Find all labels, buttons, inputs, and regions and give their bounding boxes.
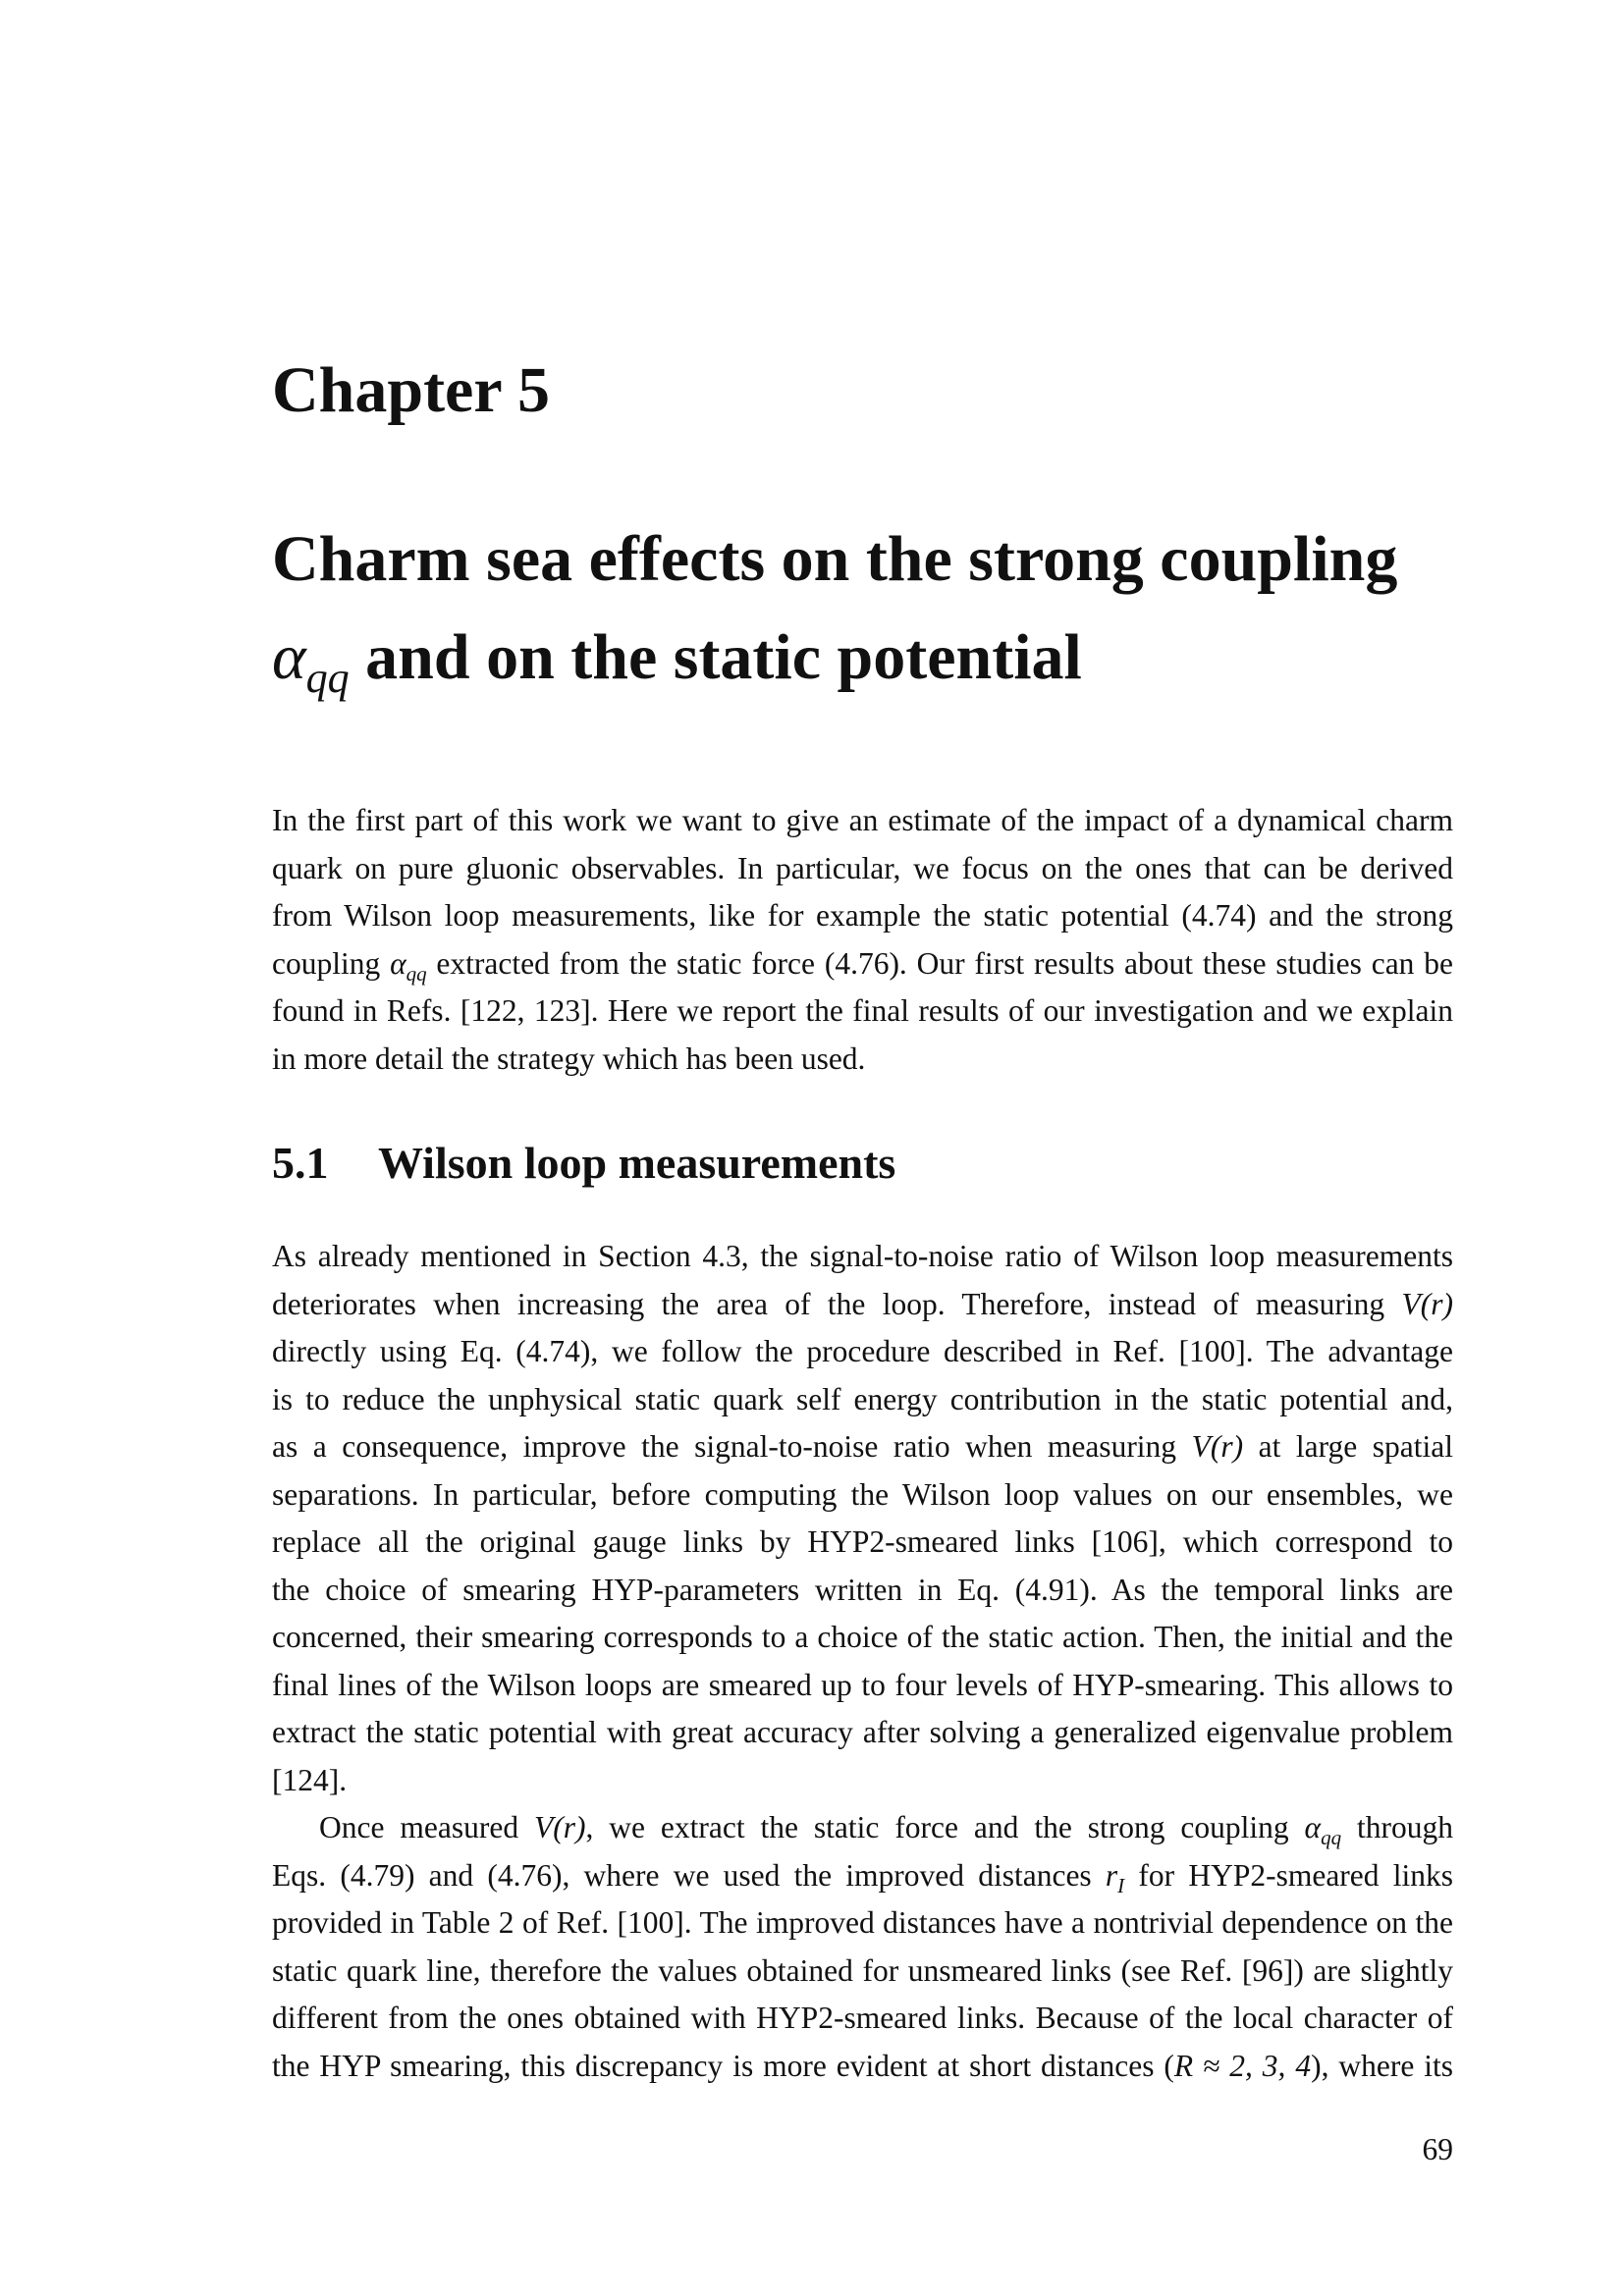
- intro-line: quark on pure gluonic observables. In particular, we focus on the ones that can be derived: [272, 850, 1453, 885]
- paragraph-line: [124].: [272, 1762, 348, 1797]
- section-heading: [272, 1138, 896, 1188]
- chapter-label: Chapter 5: [272, 354, 550, 426]
- paragraph-line: the choice of smearing HYP-parameters written in Eq. (4.91). As the temporal links are: [272, 1572, 1453, 1607]
- math-expression: R ≈ 2, 3, 4: [1173, 2048, 1312, 2083]
- paragraph-line: deteriorates when increasing the area of the loop. Therefore, instead of measuring V(r): [272, 1286, 1453, 1321]
- paragraph-line: Eqs. (4.79) and (4.76), where we used the improved distances $r_I$ for HYP2-smeared links: [272, 1857, 1453, 1897]
- paragraph-line: Once measured V(r), we extract the static force and the strong coupling $\alpha_{qq}$ through: [319, 1810, 1454, 1849]
- paragraph-line: As already mentioned in Section 4.3, the signal-to-noise ratio of Wilson loop measurements: [272, 1239, 1453, 1273]
- paragraph-line: directly using Eq. (4.74), we follow the procedure described in Ref. [100]. The advantage: [272, 1334, 1453, 1368]
- paragraph-line: different from the ones obtained with HYP2-smeared links. Because of the local character of: [272, 2001, 1453, 2035]
- paragraph-line: final lines of the Wilson loops are smeared up to four levels of HYP-smearing. This allows to: [272, 1667, 1453, 1702]
- chapter-title-alpha-subscript: qq: [305, 654, 350, 702]
- paragraph-line: separations. In particular, before computing the Wilson loop values on our ensembles, we: [272, 1476, 1453, 1512]
- paragraph-line: is to reduce the unphysical static quark self energy contribution in the static potential and,: [272, 1381, 1453, 1416]
- chapter-title: [272, 510, 1480, 707]
- paragraph-line: replace all the original gauge links by HYP2-smeared links [106], which correspond to: [272, 1524, 1453, 1559]
- section-title: Wilson loop measurements: [378, 1138, 896, 1188]
- paragraph-line: the HYP smearing, this discrepancy is more evident at short distances (R ≈ 2, 3, 4), where its: [272, 2048, 1454, 2083]
- chapter-title-line2: and on the static potential: [349, 621, 1082, 693]
- page-number: 69: [1422, 2132, 1453, 2166]
- intro-line: in more detail the strategy which has been used.: [272, 1041, 866, 1076]
- alpha-subscript: qq: [406, 961, 427, 986]
- alpha-subscript: qq: [1321, 1826, 1342, 1849]
- alpha-symbol: α: [1304, 1810, 1322, 1844]
- paragraph-line: provided in Table 2 of Ref. [100]. The improved distances have a nontrivial dependence on the: [272, 1905, 1453, 1940]
- paragraph-line: concerned, their smearing corresponds to a choice of the static action. Then, the initial and the: [272, 1620, 1453, 1654]
- alpha-symbol: α: [390, 945, 406, 981]
- paragraph-line: extract the static potential with great accuracy after solving a generalized eigenvalue problem: [272, 1715, 1453, 1749]
- section-number: 5.1: [272, 1138, 329, 1188]
- paragraph-wilson-loop: [272, 1233, 1453, 2090]
- math-expression: r: [1105, 1857, 1118, 1893]
- intro-line: from Wilson loop measurements, like for example the static potential (4.74) and the strong: [272, 898, 1453, 933]
- intro-line: found in Refs. [122, 123]. Here we report the final results of our investigation and we explain: [272, 993, 1453, 1028]
- paragraph-line: as a consequence, improve the signal-to-noise ratio when measuring V(r) at large spatial: [272, 1429, 1454, 1464]
- paragraph-line: static quark line, therefore the values obtained for unsmeared links (see Ref. [96]) are slightly: [272, 1952, 1453, 1988]
- intro-line: In the first part of this work we want to give an estimate of the impact of a dynamical charm: [272, 803, 1453, 837]
- math-expression: V(r): [534, 1810, 586, 1844]
- chapter-title-line1: Charm sea effects on the strong coupling: [272, 523, 1398, 595]
- math-expression: V(r): [1401, 1286, 1453, 1321]
- intro-line-with-alpha: coupling $\alpha_{qq}$ extracted from the static force (4.76). Our first results about these studies can be: [272, 945, 1453, 986]
- intro-paragraph: [272, 797, 1453, 1083]
- math-subscript: I: [1117, 1873, 1125, 1897]
- chapter-title-alpha: α: [272, 621, 306, 693]
- math-expression: V(r): [1191, 1429, 1244, 1464]
